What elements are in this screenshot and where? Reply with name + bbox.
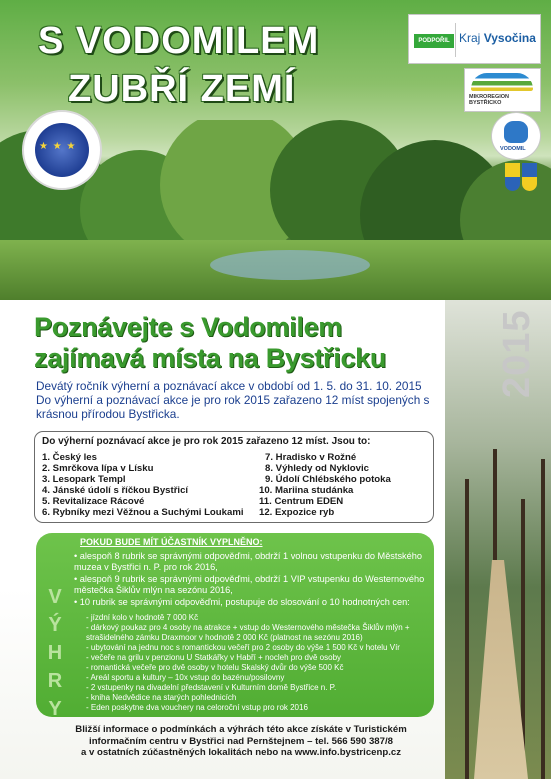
prize-item: - 2 vstupenky na divadelní představení v Kulturním domě Bystřice n. P. — [86, 683, 337, 692]
prize-item: - Eden poskytne dva vouchery na celoroční vstup pro rok 2016 — [86, 703, 308, 712]
footer-info — [36, 724, 446, 759]
place-item: 8. Výhledy od Nyklovic — [265, 463, 369, 474]
title-line-2: ZUBŘÍ ZEMÍ — [68, 68, 296, 110]
coat-of-arms — [505, 161, 539, 195]
footer-line-1: Bližší informace o podmínkách a výhrách této akce získáte v Turistickém — [75, 724, 407, 735]
prize-item: - Areál sportu a kultury – 10x vstup do bazénu/posilovny — [86, 673, 285, 682]
place-item: 10. Mariina studánka — [259, 485, 354, 496]
prize-item: - večeře na grilu v penzionu U Statkářky v Habří + nocleh pro dvě osoby — [86, 653, 342, 662]
place-item: 7. Hradisko v Rožné — [265, 452, 357, 463]
place-item: 1. Český les — [42, 452, 97, 463]
headline-line-1: Poznávejte s Vodomilem — [34, 312, 342, 342]
footer-line-2: informačním centru v Bystřici nad Pernštejnem – tel. 566 590 387/8 — [89, 735, 393, 747]
crest-icon — [505, 163, 520, 191]
mikroregion-label: MIKROREGION BYSTŘICKO — [469, 94, 510, 106]
place-item: 4. Jánské údolí s říčkou Bystřicí — [42, 485, 189, 496]
place-item: 9. Údolí Chlébského potoka — [265, 474, 391, 485]
prize-condition: • alespoň 8 rubrik se správnými odpověďmi, obdrží 1 volnou vstupenku do Městského muzea v Bystřici n. P. pro rok 2016, — [74, 551, 422, 572]
prize-item: - ubytování na jednu noc s romantickou večeří pro 2 osoby do výše 1 500 Kč v hotelu Vír — [86, 643, 400, 652]
year-label: 2015 — [496, 309, 538, 398]
vodomil-mascot-icon — [504, 121, 528, 143]
places-heading: Do výherní poznávací akce je pro rok 2015 zařazeno 12 míst. Jsou to: — [42, 436, 371, 447]
prize-item: - jízdní kolo v hodnotě 7 000 Kč — [86, 613, 199, 622]
title-line-1: S VODOMILEM — [38, 20, 320, 62]
mikroregion-logo — [464, 68, 541, 112]
places-box — [34, 431, 434, 523]
footer-line-3: a v ostatních zúčastněných lokalitách nebo na www.info.bystricenp.cz — [80, 747, 402, 758]
place-item: 11. Centrum EDEN — [259, 496, 344, 507]
place-item: 12. Expozice ryb — [259, 507, 335, 518]
place-item: 2. Smrčkova lípa v Lísku — [42, 463, 154, 474]
eden-logo — [22, 110, 102, 190]
prize-item: - dárkový poukaz pro 4 osoby na atrakce + vstup do Westernového městečka Šiklův mlýn + strašidelného zámku Draxmoor v hodnotě 2 000 Kč (platnost na sezónu 2016) — [86, 623, 410, 642]
header-banner — [0, 0, 551, 300]
place-item: 3. Lesopark Templ — [42, 474, 126, 485]
eu-globe-icon — [35, 123, 89, 177]
sponsor-name: Kraj Vysočina — [459, 31, 536, 45]
prize-item: - romantická večeře pro dvě osoby v hotelu Skalský dvůr do výše 500 Kč — [86, 663, 344, 672]
vodomil-label: VODOMIL — [500, 146, 526, 152]
intro-line-1: Devátý ročník výherní a poznávací akce v období od 1. 5. do 31. 10. 2015 — [36, 379, 422, 393]
intro-line-2: Do výherní a poznávací akce je pro rok 2015 zařazeno 12 míst spojených s krásnou přírodou Bystřicka. — [36, 393, 430, 421]
crest-icon — [522, 163, 537, 191]
sponsor-logo — [408, 14, 541, 64]
vodomil-logo — [491, 112, 541, 160]
prizes-side-label: V Ý H R Y — [47, 586, 63, 720]
prizes-box — [36, 533, 434, 720]
headline-line-2: zajímavá místa na Bystřicku — [34, 343, 387, 373]
prize-condition: • 10 rubrik se správnými odpověďmi, postupuje do slosování o 10 hodnotných cen: — [74, 597, 410, 607]
sponsor-label: PODPOŘIL — [414, 34, 454, 48]
prizes-heading: POKUD BUDE MÍT ÚČASTNÍK VYPLNĚNO: — [80, 537, 263, 547]
wave-icon — [471, 73, 533, 91]
prize-item: - kniha Nedvědice na starých pohlednicích — [86, 693, 237, 702]
place-item: 6. Rybníky mezi Věžnou a Suchými Loukami — [42, 507, 244, 518]
place-item: 5. Revitalizace Rácové — [42, 496, 145, 507]
prize-condition: • alespoň 9 rubrik se správnými odpověďmi, obdrží 1 VIP vstupenku do Westernového městečka Šiklův mlýn na sezónu 2016, — [74, 574, 425, 595]
